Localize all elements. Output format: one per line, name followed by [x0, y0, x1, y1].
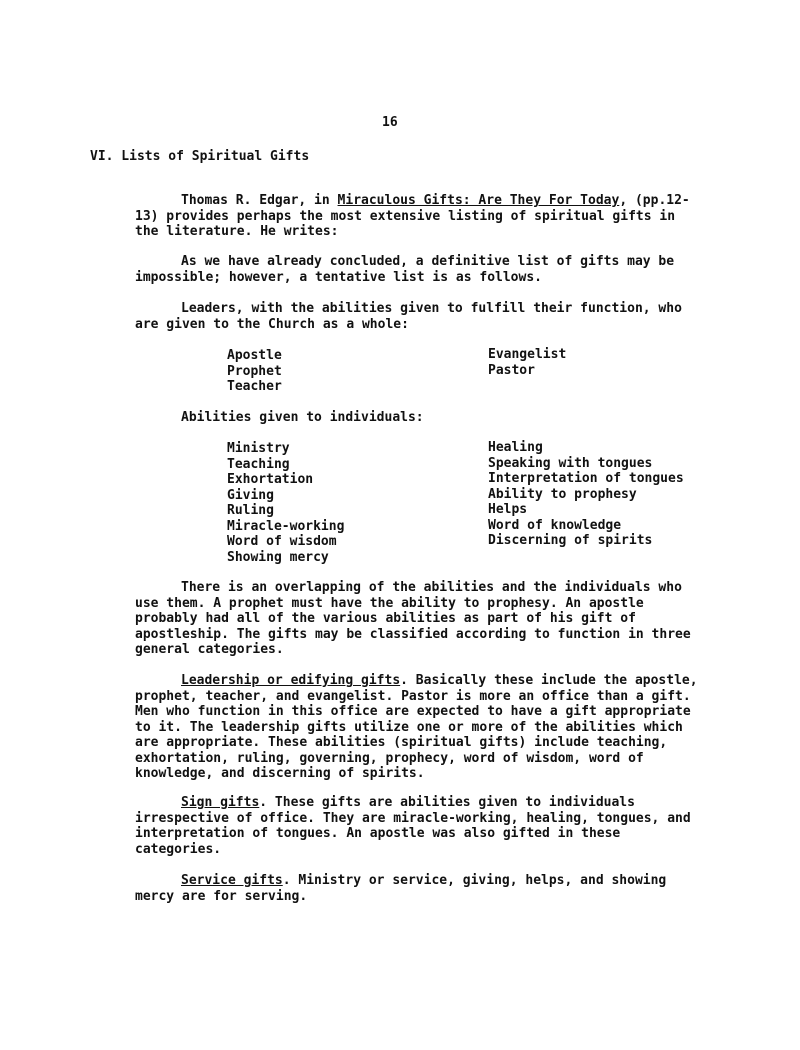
service-gifts-label: Service gifts [181, 873, 283, 888]
list-item: Ministry [227, 441, 290, 456]
service-gifts-text: . Ministry or service, giving, helps, and showing mercy are for serving. [135, 873, 667, 904]
quote-paragraph-3 [135, 580, 705, 658]
list-item: Helps [488, 502, 528, 517]
list-item: Giving [227, 487, 274, 503]
leadership-gifts-paragraph [135, 673, 705, 782]
list-item: Prophet [227, 363, 282, 379]
sign-gifts-label: Sign gifts [181, 795, 260, 810]
leadership-gifts-text: . Basically these include the apostle, prophet, teacher, and evangelist. Pastor is more an office than a gift. Men who function in this office are expected to have a gift appropriate to it. The leadership gifts utilize one or more of the abilities which are appropriate. These abilities (spiritual gifts) include teaching, exhortation, ruling, governing, prophecy, word of wisdom, word of knowledge, and discerning of spirits. [135, 673, 698, 781]
quote-text-3: There is an overlapping of the abilities and the individuals who use them. A prophet must have the ability to prophesy. An apostle probably had all of the various abilities as part of his gift of apostleship. The gifts may be classified according to function in three general categories. [135, 580, 691, 657]
list-item: Teaching [227, 456, 290, 472]
list-item: Speaking with tongues [488, 455, 653, 471]
section-heading: VI. Lists of Spiritual Gifts [90, 149, 310, 164]
list-item: Word of knowledge [488, 517, 622, 533]
sign-gifts-paragraph [135, 795, 705, 857]
list-item: Ruling [227, 503, 274, 518]
abilities-heading: Abilities given to individuals: [181, 410, 424, 425]
page-number: 16 [382, 115, 398, 130]
quote-text-1: As we have already concluded, a definitive list of gifts may be impossible; however, a tentative list is as follows. [135, 254, 675, 285]
service-gifts-paragraph [135, 873, 705, 904]
list-item: Word of wisdom [227, 534, 337, 549]
quote-text-2: Leaders, with the abilities given to fulfill their function, who are given to the Church as a whole: [135, 301, 682, 332]
list-item: Miracle-working [227, 518, 345, 534]
list-item: Showing mercy [227, 549, 329, 565]
book-title: Miraculous Gifts: Are They For Today [337, 193, 620, 208]
intro-paragraph [135, 193, 705, 240]
sign-gifts-text: . These gifts are abilities given to individuals irrespective of office. They are miracle-working, healing, tongues, and interpretation of tongues. An apostle was also gifted in these categories. [135, 795, 691, 857]
intro-text-before: Thomas R. Edgar, in [181, 193, 338, 208]
list-item: Exhortation [227, 472, 314, 487]
list-item: Teacher [227, 379, 282, 394]
quote-paragraph-2 [135, 301, 705, 332]
list-item: Healing [488, 440, 543, 455]
intro-text-after: , (pp.12-13) provides perhaps the most extensive listing of spiritual gifts in the literature. He writes: [135, 193, 690, 239]
list-item: Ability to prophesy [488, 486, 637, 502]
list-item: Apostle [227, 348, 282, 363]
leaders-list-left [227, 348, 282, 395]
abilities-list-right [488, 440, 684, 549]
leadership-gifts-label: Leadership or edifying gifts [181, 673, 401, 688]
abilities-list-left [227, 441, 344, 565]
quote-paragraph-1 [135, 254, 705, 285]
list-item: Evangelist [488, 347, 567, 362]
list-item: Discerning of spirits [488, 533, 653, 548]
leaders-list-right [488, 347, 566, 378]
list-item: Pastor [488, 362, 535, 378]
list-item: Interpretation of tongues [488, 471, 684, 486]
